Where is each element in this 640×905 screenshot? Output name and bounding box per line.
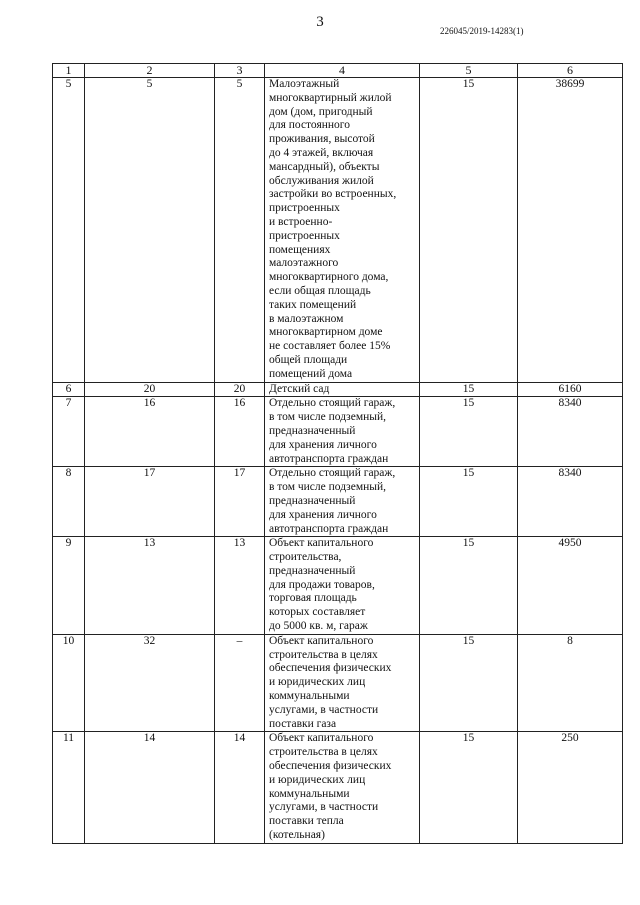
description-line: пристроенных <box>269 229 340 242</box>
table-cell: 32 <box>85 634 215 732</box>
table-cell: 15 <box>420 467 518 537</box>
table-cell: – <box>215 634 265 732</box>
description-line: если общая площадь <box>269 284 371 297</box>
description-line: и встроенно- <box>269 215 333 228</box>
description-line: которых составляет <box>269 606 366 619</box>
column-header: 2 <box>85 64 215 78</box>
description-line: пристроенных <box>269 202 340 215</box>
description-line: коммунальными <box>269 690 350 703</box>
table-cell: 250 <box>518 732 623 843</box>
description-line: Малоэтажный <box>269 78 340 90</box>
description-line: в том числе подземный, <box>269 481 387 494</box>
description-line: и юридических лиц <box>269 773 366 786</box>
description-line: таких помещений <box>269 298 357 311</box>
table-cell: 15 <box>420 537 518 635</box>
description-cell <box>265 467 420 537</box>
table-cell: 17 <box>85 467 215 537</box>
description-line: помещениях <box>269 243 331 256</box>
header-row <box>53 64 623 78</box>
table-cell: 8 <box>518 634 623 732</box>
description-line: строительства, <box>269 551 342 564</box>
description-line: строительства в целях <box>269 648 378 661</box>
table-cell: 38699 <box>518 78 623 383</box>
column-header: 5 <box>420 64 518 78</box>
table-cell: 13 <box>85 537 215 635</box>
column-header: 1 <box>53 64 85 78</box>
table-cell: 15 <box>420 78 518 383</box>
table-cell: 8 <box>53 467 85 537</box>
description-line: автотранспорта граждан <box>269 522 389 535</box>
table-cell: 15 <box>420 732 518 843</box>
description-line: малоэтажного <box>269 257 339 270</box>
table-cell: 20 <box>215 382 265 397</box>
description-cell <box>265 732 420 843</box>
table-row <box>53 467 623 537</box>
description-line: проживания, высотой <box>269 133 375 146</box>
description-cell <box>265 397 420 467</box>
table-cell: 7 <box>53 397 85 467</box>
description-line: для хранения личного <box>269 508 377 521</box>
description-line: общей площади <box>269 353 348 366</box>
table-cell: 11 <box>53 732 85 843</box>
description-line: многоквартирный жилой <box>269 91 392 104</box>
table-cell: 6 <box>53 382 85 397</box>
description-line: многоквартирного дома, <box>269 271 389 284</box>
description-line: (котельная) <box>269 829 325 842</box>
description-line: Объект капитального <box>269 537 374 550</box>
description-line: для постоянного <box>269 119 350 132</box>
description-line: помещений дома <box>269 367 353 380</box>
description-line: дом (дом, пригодный <box>269 105 373 118</box>
table-row <box>53 382 623 397</box>
description-cell <box>265 634 420 732</box>
table-row <box>53 634 623 732</box>
description-line: услугами, в частности <box>269 801 379 814</box>
table-row <box>53 537 623 635</box>
table-cell: 8340 <box>518 397 623 467</box>
description-line: Объект капитального <box>269 732 374 745</box>
table-cell: 15 <box>420 634 518 732</box>
table-cell: 16 <box>215 397 265 467</box>
description-line: торговая площадь <box>269 592 357 605</box>
table-cell: 9 <box>53 537 85 635</box>
description-line: не составляет более 15% <box>269 340 391 353</box>
description-line: услугами, в частности <box>269 703 379 716</box>
description-line: обеспечения физических <box>269 760 392 773</box>
description-line: строительства в целях <box>269 746 378 759</box>
description-line: Отдельно стоящий гараж, <box>269 467 396 480</box>
table-cell: 8340 <box>518 467 623 537</box>
description-line: обслуживания жилой <box>269 174 374 187</box>
description-line: предназначенный <box>269 494 356 507</box>
column-header: 3 <box>215 64 265 78</box>
description-line: Объект капитального <box>269 634 374 647</box>
table-cell: 13 <box>215 537 265 635</box>
description-line: до 5000 кв. м, гараж <box>269 620 368 633</box>
column-header: 6 <box>518 64 623 78</box>
description-line: в малоэтажном <box>269 312 344 325</box>
description-line: застройки во встроенных, <box>269 188 397 201</box>
description-line: Отдельно стоящий гараж, <box>269 397 396 410</box>
document-id: 226045/2019-14283(1) <box>440 26 524 36</box>
description-line: автотранспорта граждан <box>269 452 389 465</box>
description-line: обеспечения физических <box>269 662 392 675</box>
description-line: в том числе подземный, <box>269 411 387 424</box>
table-cell: 14 <box>215 732 265 843</box>
description-cell <box>265 537 420 635</box>
table-cell: 5 <box>85 78 215 383</box>
table-cell: 15 <box>420 382 518 397</box>
table-cell: 16 <box>85 397 215 467</box>
description-line: мансардный), объекты <box>269 160 380 173</box>
description-cell <box>265 382 420 397</box>
table-cell: 17 <box>215 467 265 537</box>
description-line: поставки тепла <box>269 815 344 828</box>
data-table <box>52 63 623 844</box>
table-row <box>53 732 623 843</box>
description-cell <box>265 78 420 383</box>
page-number: 3 <box>316 14 324 30</box>
column-header: 4 <box>265 64 420 78</box>
description-line: до 4 этажей, включая <box>269 146 374 159</box>
table-cell: 20 <box>85 382 215 397</box>
table-cell: 15 <box>420 397 518 467</box>
description-line: коммунальными <box>269 787 350 800</box>
table-cell: 6160 <box>518 382 623 397</box>
description-line: для хранения личного <box>269 438 377 451</box>
description-line: для продажи товаров, <box>269 578 375 591</box>
table-row <box>53 397 623 467</box>
table-cell: 5 <box>215 78 265 383</box>
table-row <box>53 78 623 383</box>
table-cell: 5 <box>53 78 85 383</box>
description-line: предназначенный <box>269 424 356 437</box>
description-line: предназначенный <box>269 564 356 577</box>
description-line: многоквартирном доме <box>269 326 383 339</box>
description-line: Детский сад <box>269 382 330 395</box>
table-cell: 14 <box>85 732 215 843</box>
description-line: и юридических лиц <box>269 676 366 689</box>
description-line: поставки газа <box>269 717 337 730</box>
table-cell: 10 <box>53 634 85 732</box>
table-cell: 4950 <box>518 537 623 635</box>
